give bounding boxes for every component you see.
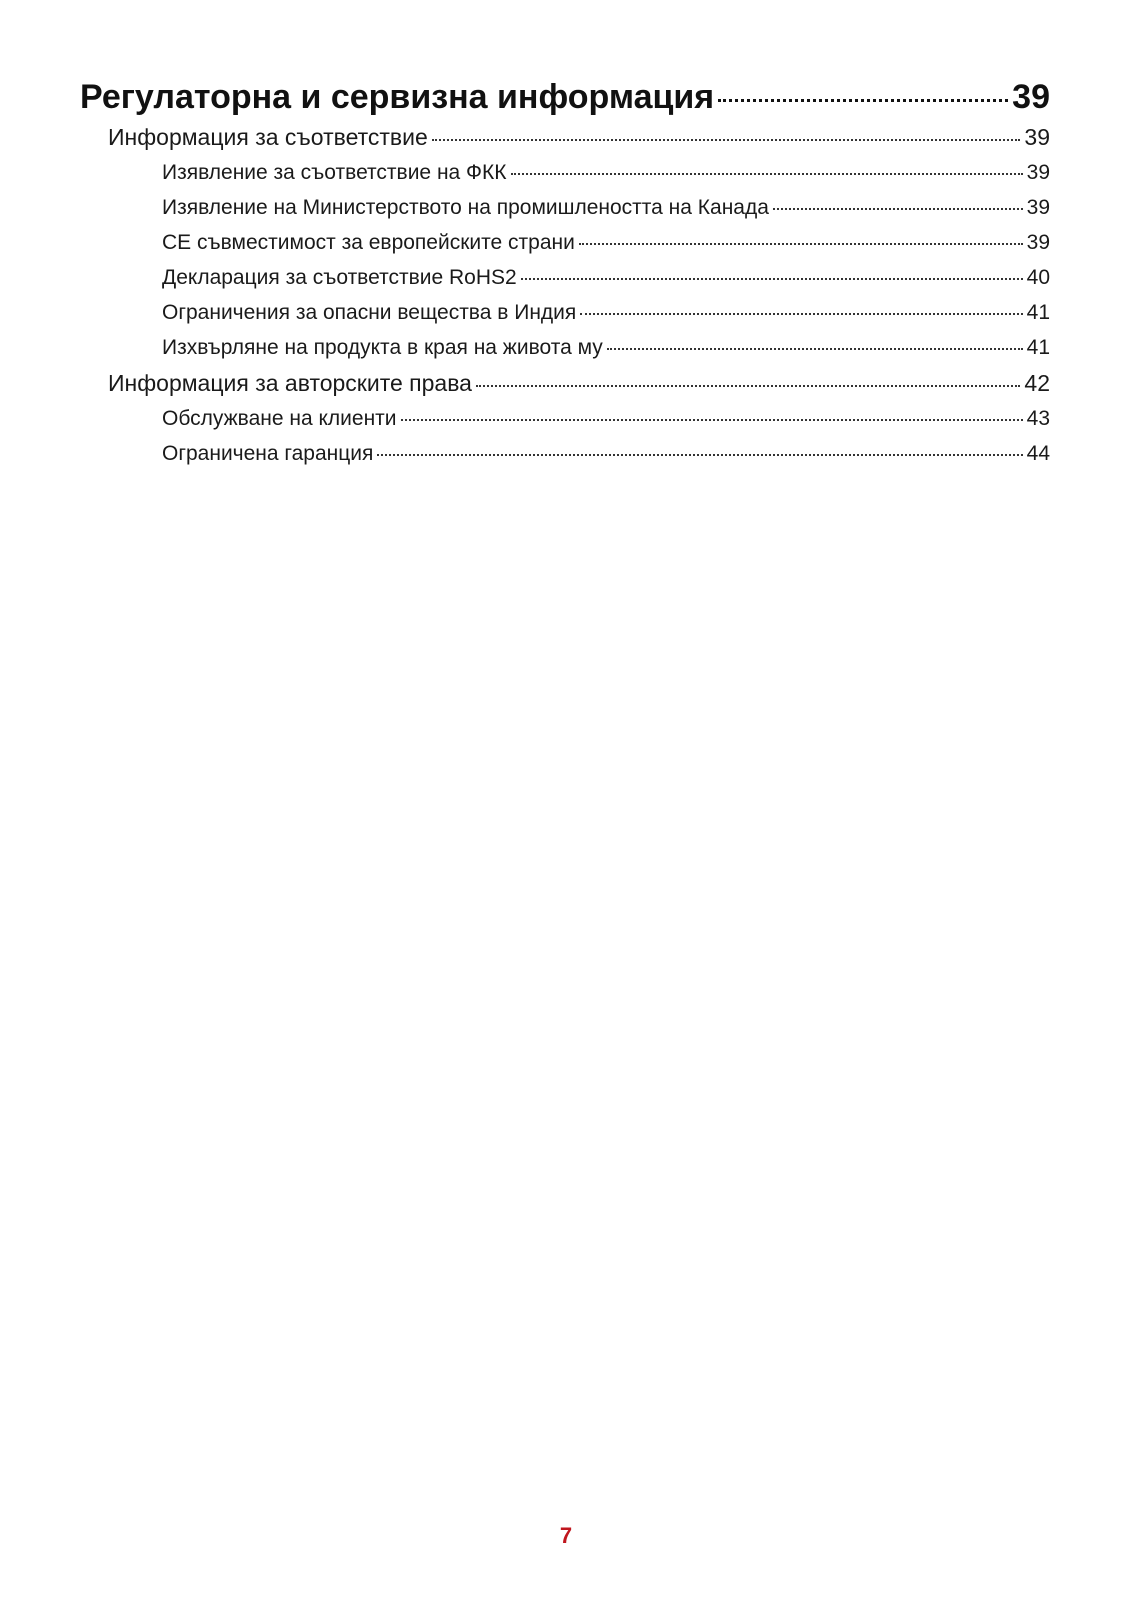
toc-subsection-title: CE съвместимост за европейските страни [162,231,575,254]
toc-subsection-entry[interactable] [162,231,1050,255]
toc-section-page: 39 [1024,124,1050,150]
dot-leader [580,313,1022,315]
toc-subsection-title: Изхвърляне на продукта в края на живота му [162,336,603,359]
dot-leader [511,173,1023,175]
toc-subsection-title: Обслужване на клиенти [162,407,397,430]
toc-subsection-page: 40 [1026,266,1050,289]
toc-chapter-title: Регулаторна и сервизна информация [80,78,715,116]
toc-subsection-title: Декларация за съответствие RoHS2 [162,266,517,289]
dot-leader [521,278,1023,280]
toc-subsection-entry[interactable] [162,442,1050,466]
toc-section-entry[interactable] [108,124,1050,151]
toc-subsection-entry[interactable] [162,196,1050,220]
toc-section-title: Информация за съответствие [108,124,428,150]
toc-chapter-page: 39 [1012,78,1050,116]
toc-subsection-page: 39 [1026,196,1050,219]
toc-section-page: 42 [1024,370,1050,396]
dot-leader [377,454,1022,456]
toc-subsection-entry[interactable] [162,266,1050,290]
toc-subsection-page: 41 [1026,336,1050,359]
toc-subsection-entry[interactable] [162,161,1050,185]
dot-leader [718,99,1008,102]
dot-leader [579,243,1023,245]
toc-subsection-entry[interactable] [162,407,1050,431]
dot-leader [773,208,1023,210]
toc-subsection-page: 39 [1026,231,1050,254]
toc-section-title: Информация за авторските права [108,370,472,396]
toc-subsection-page: 39 [1026,161,1050,184]
dot-leader [432,139,1021,141]
toc-subsection-page: 43 [1026,407,1050,430]
dot-leader [607,348,1023,350]
toc-subsection-entry[interactable] [162,301,1050,325]
toc-subsection-page: 41 [1026,301,1050,324]
dot-leader [401,419,1023,421]
toc-subsection-title: Ограничения за опасни вещества в Индия [162,301,577,324]
toc-section-entry[interactable] [108,370,1050,397]
dot-leader [476,385,1020,387]
toc-subsection-page: 44 [1026,442,1050,465]
toc-subsection-title: Изявление на Министерството на промишлеността на Канада [162,196,769,219]
toc-subsection-title: Изявление за съответствие на ФКК [162,161,507,184]
toc-chapter-entry[interactable] [80,78,1050,117]
toc-subsection-entry[interactable] [162,336,1050,360]
page-number: 7 [559,1523,573,1548]
toc-subsection-title: Ограничена гаранция [162,442,374,465]
